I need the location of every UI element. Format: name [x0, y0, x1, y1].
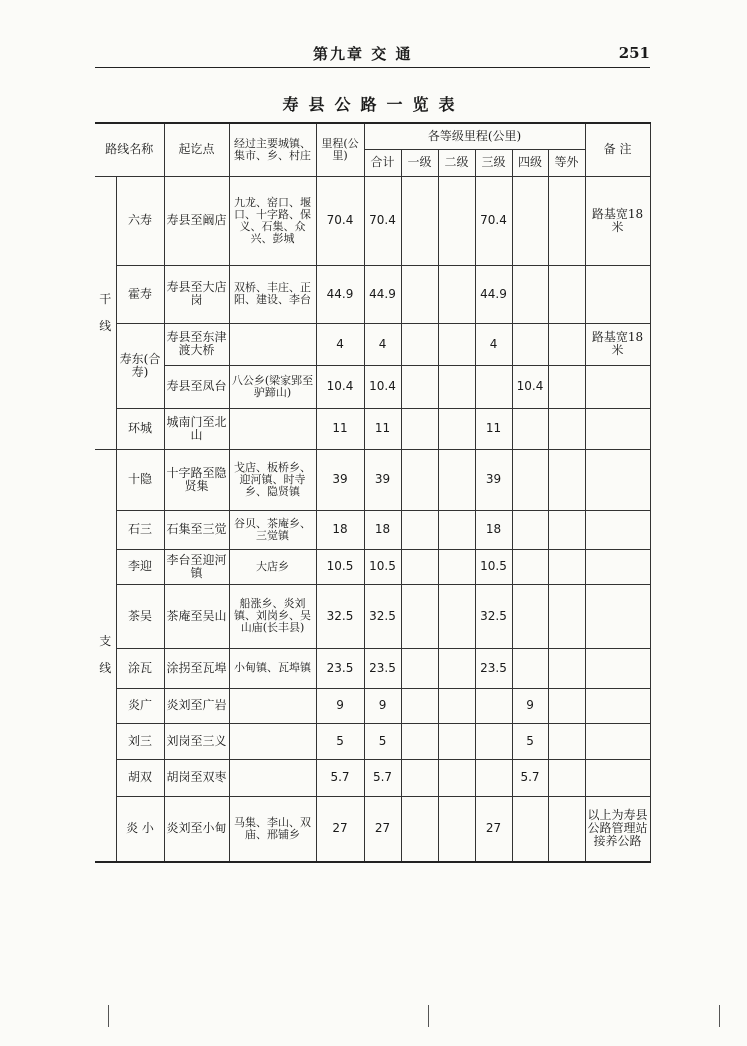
mileage: 18 — [316, 510, 364, 549]
remark: 路基宽18米 — [585, 323, 650, 365]
grade1 — [401, 449, 438, 510]
route-name: 炎 小 — [116, 796, 164, 862]
remark — [585, 265, 650, 323]
table-row — [95, 408, 650, 449]
mileage: 23.5 — [316, 648, 364, 688]
start-end: 十字路至隐贤集 — [164, 449, 229, 510]
route-name: 十隐 — [116, 449, 164, 510]
page-header — [95, 43, 650, 67]
mileage: 10.4 — [316, 365, 364, 408]
grade2 — [438, 265, 475, 323]
via-places: 马集、李山、双庙、邢铺乡 — [229, 796, 316, 862]
grade4 — [512, 176, 548, 265]
grade3: 10.5 — [475, 549, 512, 584]
remark — [585, 688, 650, 723]
via-places — [229, 323, 316, 365]
table-row — [95, 796, 650, 862]
grade1 — [401, 796, 438, 862]
start-end: 炎刘至广岩 — [164, 688, 229, 723]
mileage: 10.5 — [316, 549, 364, 584]
mileage: 9 — [316, 688, 364, 723]
grade1 — [401, 549, 438, 584]
table-row — [95, 265, 650, 323]
grade2 — [438, 365, 475, 408]
grade2 — [438, 688, 475, 723]
outside — [548, 176, 585, 265]
grade3 — [475, 759, 512, 796]
via-places: 大店乡 — [229, 549, 316, 584]
grade1 — [401, 365, 438, 408]
mileage: 44.9 — [316, 265, 364, 323]
route-name: 寿东(合寿) — [116, 323, 164, 408]
start-end: 城南门至北山 — [164, 408, 229, 449]
grade4: 5 — [512, 723, 548, 759]
grade2 — [438, 796, 475, 862]
table-row — [95, 510, 650, 549]
remark — [585, 648, 650, 688]
route-name: 六寿 — [116, 176, 164, 265]
grade3: 23.5 — [475, 648, 512, 688]
chapter-title: 第九章 交 通 — [313, 45, 413, 63]
outside — [548, 549, 585, 584]
table-row — [95, 759, 650, 796]
outside — [548, 688, 585, 723]
grade1 — [401, 176, 438, 265]
grade1 — [401, 759, 438, 796]
grade4: 5.7 — [512, 759, 548, 796]
scan-mark — [108, 1005, 109, 1027]
mileage: 5 — [316, 723, 364, 759]
grade3: 27 — [475, 796, 512, 862]
table-row — [95, 365, 650, 408]
grade3: 70.4 — [475, 176, 512, 265]
col-start-end: 起讫点 — [164, 123, 229, 176]
start-end: 茶庵至吴山 — [164, 584, 229, 648]
grade4 — [512, 323, 548, 365]
outside — [548, 510, 585, 549]
start-end: 寿县至凤台 — [164, 365, 229, 408]
route-name: 胡双 — [116, 759, 164, 796]
group-trunk — [95, 176, 116, 449]
start-end: 炎刘至小甸 — [164, 796, 229, 862]
via-places — [229, 408, 316, 449]
grade2 — [438, 449, 475, 510]
col-remarks: 备 注 — [585, 123, 650, 176]
via-places: 船涨乡、炎刘镇、刘岗乡、吴山庙(长丰县) — [229, 584, 316, 648]
via-places: 谷贝、茶庵乡、三觉镇 — [229, 510, 316, 549]
col-route-name: 路线名称 — [95, 123, 164, 176]
via-places: 小甸镇、瓦埠镇 — [229, 648, 316, 688]
col-outside: 等外 — [548, 149, 585, 176]
mileage: 4 — [316, 323, 364, 365]
start-end: 李台至迎河镇 — [164, 549, 229, 584]
grade4 — [512, 584, 548, 648]
table-title: 寿县公路一览表 — [282, 95, 465, 114]
table-row — [95, 549, 650, 584]
remark: 路基宽18米 — [585, 176, 650, 265]
grade4 — [512, 449, 548, 510]
route-name: 茶吴 — [116, 584, 164, 648]
grade3: 39 — [475, 449, 512, 510]
mileage: 11 — [316, 408, 364, 449]
remark — [585, 759, 650, 796]
total: 5 — [364, 723, 401, 759]
outside — [548, 449, 585, 510]
grade3: 32.5 — [475, 584, 512, 648]
total: 4 — [364, 323, 401, 365]
mileage: 32.5 — [316, 584, 364, 648]
grade2 — [438, 723, 475, 759]
grade4: 9 — [512, 688, 548, 723]
route-name: 炎广 — [116, 688, 164, 723]
remark — [585, 408, 650, 449]
route-name: 刘三 — [116, 723, 164, 759]
group-label-char: 干 — [99, 291, 112, 306]
grade2 — [438, 648, 475, 688]
remark — [585, 549, 650, 584]
col-mileage: 里程(公里) — [316, 123, 364, 176]
grade4 — [512, 648, 548, 688]
total: 9 — [364, 688, 401, 723]
grade3: 11 — [475, 408, 512, 449]
start-end: 涂拐至瓦埠 — [164, 648, 229, 688]
highway-table — [95, 122, 651, 863]
total: 10.4 — [364, 365, 401, 408]
start-end: 石集至三觉 — [164, 510, 229, 549]
header-rule — [95, 67, 650, 68]
mileage: 5.7 — [316, 759, 364, 796]
group-label-char: 线 — [99, 661, 112, 676]
grade1 — [401, 648, 438, 688]
route-name: 李迎 — [116, 549, 164, 584]
grade2 — [438, 323, 475, 365]
table-row — [95, 323, 650, 365]
group-label-char: 线 — [99, 318, 112, 333]
total: 23.5 — [364, 648, 401, 688]
col-grade3: 三级 — [475, 149, 512, 176]
outside — [548, 648, 585, 688]
grade1 — [401, 584, 438, 648]
grade2 — [438, 176, 475, 265]
outside — [548, 408, 585, 449]
remark — [585, 365, 650, 408]
page-number: 251 — [618, 44, 650, 62]
scan-mark — [719, 1005, 720, 1027]
total: 39 — [364, 449, 401, 510]
route-name: 霍寿 — [116, 265, 164, 323]
grade3: 4 — [475, 323, 512, 365]
via-places: 戈店、板桥乡、迎河镇、时寺乡、隐贤镇 — [229, 449, 316, 510]
grade2 — [438, 408, 475, 449]
total: 5.7 — [364, 759, 401, 796]
remark — [585, 584, 650, 648]
col-total: 合计 — [364, 149, 401, 176]
col-grade4: 四级 — [512, 149, 548, 176]
start-end: 寿县至阚店 — [164, 176, 229, 265]
mileage: 70.4 — [316, 176, 364, 265]
route-name: 石三 — [116, 510, 164, 549]
grade4 — [512, 549, 548, 584]
table-row — [95, 648, 650, 688]
start-end: 寿县至大店岗 — [164, 265, 229, 323]
remark: 以上为寿县公路管理站接养公路 — [585, 796, 650, 862]
table-row — [95, 449, 650, 510]
via-places — [229, 688, 316, 723]
outside — [548, 584, 585, 648]
grade1 — [401, 723, 438, 759]
grade4: 10.4 — [512, 365, 548, 408]
table-row — [95, 688, 650, 723]
mileage: 39 — [316, 449, 364, 510]
table-body — [95, 176, 650, 862]
start-end: 胡岗至双枣 — [164, 759, 229, 796]
remark — [585, 723, 650, 759]
outside — [548, 759, 585, 796]
total: 11 — [364, 408, 401, 449]
via-places: 九龙、窑口、堰口、十字路、保义、石集、众兴、彭城 — [229, 176, 316, 265]
total: 44.9 — [364, 265, 401, 323]
grade1 — [401, 688, 438, 723]
route-name: 涂瓦 — [116, 648, 164, 688]
grade1 — [401, 265, 438, 323]
grade3: 18 — [475, 510, 512, 549]
grade3: 44.9 — [475, 265, 512, 323]
via-places: 双桥、丰庄、正阳、建设、李台 — [229, 265, 316, 323]
col-grade2: 二级 — [438, 149, 475, 176]
outside — [548, 796, 585, 862]
grade4 — [512, 796, 548, 862]
start-end: 寿县至东津渡大桥 — [164, 323, 229, 365]
grade3 — [475, 688, 512, 723]
grade3 — [475, 723, 512, 759]
col-grade-group: 各等级里程(公里) — [364, 123, 585, 149]
outside — [548, 323, 585, 365]
outside — [548, 723, 585, 759]
remark — [585, 510, 650, 549]
grade1 — [401, 323, 438, 365]
remark — [585, 449, 650, 510]
grade1 — [401, 408, 438, 449]
via-places — [229, 759, 316, 796]
grade4 — [512, 510, 548, 549]
table-row — [95, 584, 650, 648]
grade2 — [438, 510, 475, 549]
scan-mark — [428, 1005, 429, 1027]
grade4 — [512, 265, 548, 323]
total: 10.5 — [364, 549, 401, 584]
table-row — [95, 176, 650, 265]
group-branch — [95, 449, 116, 862]
via-places — [229, 723, 316, 759]
mileage: 27 — [316, 796, 364, 862]
total: 27 — [364, 796, 401, 862]
outside — [548, 365, 585, 408]
group-label-char: 支 — [99, 634, 112, 649]
table-row — [95, 723, 650, 759]
grade2 — [438, 759, 475, 796]
route-name: 环城 — [116, 408, 164, 449]
total: 18 — [364, 510, 401, 549]
grade2 — [438, 584, 475, 648]
col-via: 经过主要城镇、集市、乡、村庄 — [229, 123, 316, 176]
via-places: 八公乡(梁家郢至驴蹄山) — [229, 365, 316, 408]
grade1 — [401, 510, 438, 549]
grade4 — [512, 408, 548, 449]
start-end: 刘岗至三义 — [164, 723, 229, 759]
total: 70.4 — [364, 176, 401, 265]
outside — [548, 265, 585, 323]
col-grade1: 一级 — [401, 149, 438, 176]
grade3 — [475, 365, 512, 408]
total: 32.5 — [364, 584, 401, 648]
grade2 — [438, 549, 475, 584]
